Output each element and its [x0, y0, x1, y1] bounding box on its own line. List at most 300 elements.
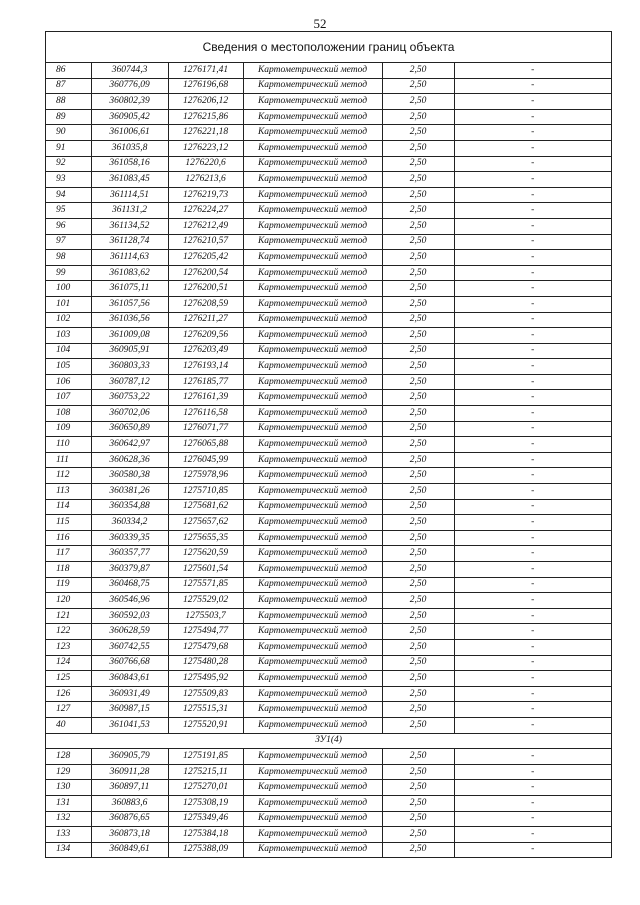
point-number-cell: 121: [46, 608, 91, 624]
y-coordinate-cell: 1276200,54: [168, 265, 243, 281]
accuracy-cell: 2,50: [382, 390, 454, 406]
x-coordinate-cell: 360592,03: [91, 608, 168, 624]
description-cell: -: [454, 281, 611, 297]
method-cell: Картометрический метод: [243, 63, 382, 78]
point-number-cell: 134: [46, 842, 91, 857]
y-coordinate-cell: 1276185,77: [168, 374, 243, 390]
x-coordinate-cell: 361134,52: [91, 218, 168, 234]
method-cell: Картометрический метод: [243, 203, 382, 219]
y-coordinate-cell: 1275601,54: [168, 562, 243, 578]
x-coordinate-cell: 360843,61: [91, 671, 168, 687]
method-cell: Картометрический метод: [243, 281, 382, 297]
description-cell: -: [454, 187, 611, 203]
point-number-cell: 100: [46, 281, 91, 297]
x-coordinate-cell: 360546,96: [91, 593, 168, 609]
y-coordinate-cell: 1275191,85: [168, 749, 243, 765]
y-coordinate-cell: 1275495,92: [168, 671, 243, 687]
table-row: [46, 655, 611, 671]
table-row: [46, 562, 611, 578]
table-row: [46, 780, 611, 796]
accuracy-cell: 2,50: [382, 530, 454, 546]
accuracy-cell: 2,50: [382, 234, 454, 250]
method-cell: Картометрический метод: [243, 218, 382, 234]
y-coordinate-cell: 1275515,31: [168, 702, 243, 718]
point-number-cell: 107: [46, 390, 91, 406]
method-cell: Картометрический метод: [243, 577, 382, 593]
method-cell: Картометрический метод: [243, 140, 382, 156]
x-coordinate-cell: 361035,8: [91, 140, 168, 156]
description-cell: -: [454, 717, 611, 733]
table-row: [46, 468, 611, 484]
y-coordinate-cell: 1275349,46: [168, 811, 243, 827]
accuracy-cell: 2,50: [382, 671, 454, 687]
y-coordinate-cell: 1275503,7: [168, 608, 243, 624]
y-coordinate-cell: 1276209,56: [168, 328, 243, 344]
accuracy-cell: 2,50: [382, 140, 454, 156]
accuracy-cell: 2,50: [382, 156, 454, 172]
table-row: [46, 811, 611, 827]
point-number-cell: 125: [46, 671, 91, 687]
point-number-cell: 118: [46, 562, 91, 578]
accuracy-cell: 2,50: [382, 639, 454, 655]
method-cell: Картометрический метод: [243, 530, 382, 546]
y-coordinate-cell: 1275388,09: [168, 842, 243, 857]
description-cell: -: [454, 671, 611, 687]
table-row: [46, 608, 611, 624]
table-row: [46, 312, 611, 328]
accuracy-cell: 2,50: [382, 125, 454, 141]
x-coordinate-cell: 360334,2: [91, 515, 168, 531]
table-row: [46, 842, 611, 857]
accuracy-cell: 2,50: [382, 749, 454, 765]
accuracy-cell: 2,50: [382, 250, 454, 266]
x-coordinate-cell: 360987,15: [91, 702, 168, 718]
table-row: [46, 827, 611, 843]
point-number-cell: 126: [46, 686, 91, 702]
point-number-cell: 114: [46, 499, 91, 515]
accuracy-cell: 2,50: [382, 795, 454, 811]
point-number-cell: 96: [46, 218, 91, 234]
x-coordinate-cell: 360339,35: [91, 530, 168, 546]
point-number-cell: 132: [46, 811, 91, 827]
description-cell: -: [454, 468, 611, 484]
x-coordinate-cell: 360354,88: [91, 499, 168, 515]
table-row: [46, 452, 611, 468]
accuracy-cell: 2,50: [382, 624, 454, 640]
point-number-cell: 120: [46, 593, 91, 609]
point-number-cell: 108: [46, 406, 91, 422]
method-cell: Картометрический метод: [243, 562, 382, 578]
description-cell: -: [454, 811, 611, 827]
point-number-cell: 109: [46, 421, 91, 437]
description-cell: -: [454, 515, 611, 531]
y-coordinate-cell: 1276208,59: [168, 296, 243, 312]
y-coordinate-cell: 1276215,86: [168, 109, 243, 125]
point-number-cell: 119: [46, 577, 91, 593]
method-cell: Картометрический метод: [243, 702, 382, 718]
point-number-cell: 112: [46, 468, 91, 484]
y-coordinate-cell: 1275479,68: [168, 639, 243, 655]
x-coordinate-cell: 360650,89: [91, 421, 168, 437]
y-coordinate-cell: 1275308,19: [168, 795, 243, 811]
accuracy-cell: 2,50: [382, 515, 454, 531]
table-row: [46, 593, 611, 609]
method-cell: Картометрический метод: [243, 624, 382, 640]
description-cell: -: [454, 452, 611, 468]
table-row: [46, 281, 611, 297]
description-cell: -: [454, 125, 611, 141]
page-number: 52: [313, 16, 327, 31]
description-cell: -: [454, 312, 611, 328]
accuracy-cell: 2,50: [382, 702, 454, 718]
description-cell: -: [454, 63, 611, 78]
description-cell: -: [454, 702, 611, 718]
y-coordinate-cell: 1276213,6: [168, 172, 243, 188]
description-cell: -: [454, 842, 611, 857]
point-number-cell: 131: [46, 795, 91, 811]
table-row: [46, 234, 611, 250]
y-coordinate-cell: 1276219,73: [168, 187, 243, 203]
x-coordinate-cell: 360381,26: [91, 484, 168, 500]
y-coordinate-cell: 1276210,57: [168, 234, 243, 250]
method-cell: Картометрический метод: [243, 608, 382, 624]
description-cell: -: [454, 250, 611, 266]
point-number-cell: 123: [46, 639, 91, 655]
table-row: [46, 671, 611, 687]
accuracy-cell: 2,50: [382, 172, 454, 188]
table-row: [46, 686, 611, 702]
x-coordinate-cell: 361041,53: [91, 717, 168, 733]
method-cell: Картометрический метод: [243, 842, 382, 857]
description-cell: -: [454, 343, 611, 359]
accuracy-cell: 2,50: [382, 328, 454, 344]
x-coordinate-cell: 361083,45: [91, 172, 168, 188]
point-number-cell: 91: [46, 140, 91, 156]
table-row: [46, 156, 611, 172]
table-row: [46, 795, 611, 811]
point-number-cell: 103: [46, 328, 91, 344]
table-row: [46, 530, 611, 546]
description-cell: -: [454, 608, 611, 624]
method-cell: Картометрический метод: [243, 686, 382, 702]
method-cell: Картометрический метод: [243, 421, 382, 437]
method-cell: Картометрический метод: [243, 655, 382, 671]
point-number-cell: 128: [46, 749, 91, 765]
y-coordinate-cell: 1276193,14: [168, 359, 243, 375]
x-coordinate-cell: 360628,36: [91, 452, 168, 468]
point-number-cell: 116: [46, 530, 91, 546]
method-cell: Картометрический метод: [243, 187, 382, 203]
accuracy-cell: 2,50: [382, 546, 454, 562]
description-cell: -: [454, 203, 611, 219]
point-number-cell: 40: [46, 717, 91, 733]
y-coordinate-cell: 1276200,51: [168, 281, 243, 297]
method-cell: Картометрический метод: [243, 795, 382, 811]
x-coordinate-cell: 361114,63: [91, 250, 168, 266]
description-cell: -: [454, 296, 611, 312]
accuracy-cell: 2,50: [382, 218, 454, 234]
point-number-cell: 102: [46, 312, 91, 328]
table-row: [46, 140, 611, 156]
description-cell: -: [454, 624, 611, 640]
y-coordinate-cell: 1276224,27: [168, 203, 243, 219]
accuracy-cell: 2,50: [382, 827, 454, 843]
point-number-cell: 130: [46, 780, 91, 796]
x-coordinate-cell: 361036,56: [91, 312, 168, 328]
x-coordinate-cell: 360883,6: [91, 795, 168, 811]
point-number-cell: 88: [46, 94, 91, 110]
coordinates-table: [46, 63, 611, 857]
description-cell: -: [454, 499, 611, 515]
table-row: [46, 265, 611, 281]
accuracy-cell: 2,50: [382, 203, 454, 219]
description-cell: -: [454, 686, 611, 702]
point-number-cell: 101: [46, 296, 91, 312]
method-cell: Картометрический метод: [243, 374, 382, 390]
table-row: [46, 639, 611, 655]
method-cell: Картометрический метод: [243, 811, 382, 827]
x-coordinate-cell: 361057,56: [91, 296, 168, 312]
accuracy-cell: 2,50: [382, 811, 454, 827]
y-coordinate-cell: 1276045,99: [168, 452, 243, 468]
point-number-cell: 133: [46, 827, 91, 843]
point-number-cell: 129: [46, 764, 91, 780]
y-coordinate-cell: 1276206,12: [168, 94, 243, 110]
accuracy-cell: 2,50: [382, 562, 454, 578]
description-cell: -: [454, 109, 611, 125]
accuracy-cell: 2,50: [382, 437, 454, 453]
y-coordinate-cell: 1276171,41: [168, 63, 243, 78]
y-coordinate-cell: 1275520,91: [168, 717, 243, 733]
table-row: [46, 296, 611, 312]
table-row: [46, 406, 611, 422]
y-coordinate-cell: 1275494,77: [168, 624, 243, 640]
y-coordinate-cell: 1276161,39: [168, 390, 243, 406]
table-row: [46, 374, 611, 390]
description-cell: -: [454, 593, 611, 609]
method-cell: Картометрический метод: [243, 437, 382, 453]
method-cell: Картометрический метод: [243, 109, 382, 125]
description-cell: -: [454, 749, 611, 765]
y-coordinate-cell: 1275270,01: [168, 780, 243, 796]
y-coordinate-cell: 1276220,6: [168, 156, 243, 172]
table-row: [46, 515, 611, 531]
x-coordinate-cell: 360742,55: [91, 639, 168, 655]
accuracy-cell: 2,50: [382, 63, 454, 78]
table-row: [46, 717, 611, 733]
x-coordinate-cell: 361006,61: [91, 125, 168, 141]
x-coordinate-cell: 361009,08: [91, 328, 168, 344]
y-coordinate-cell: 1276116,58: [168, 406, 243, 422]
y-coordinate-cell: 1276071,77: [168, 421, 243, 437]
x-coordinate-cell: 361131,2: [91, 203, 168, 219]
point-number-cell: 127: [46, 702, 91, 718]
description-cell: -: [454, 218, 611, 234]
table-row: [46, 624, 611, 640]
x-coordinate-cell: 360642,97: [91, 437, 168, 453]
table-row: [46, 359, 611, 375]
y-coordinate-cell: 1275571,85: [168, 577, 243, 593]
description-cell: -: [454, 530, 611, 546]
accuracy-cell: 2,50: [382, 265, 454, 281]
y-coordinate-cell: 1275509,83: [168, 686, 243, 702]
method-cell: Картометрический метод: [243, 452, 382, 468]
accuracy-cell: 2,50: [382, 359, 454, 375]
accuracy-cell: 2,50: [382, 452, 454, 468]
table-row: [46, 702, 611, 718]
description-cell: -: [454, 795, 611, 811]
accuracy-cell: 2,50: [382, 187, 454, 203]
x-coordinate-cell: 360905,79: [91, 749, 168, 765]
description-cell: -: [454, 577, 611, 593]
accuracy-cell: 2,50: [382, 468, 454, 484]
method-cell: Картометрический метод: [243, 468, 382, 484]
x-coordinate-cell: 360766,68: [91, 655, 168, 671]
description-cell: -: [454, 78, 611, 94]
point-number-cell: 105: [46, 359, 91, 375]
accuracy-cell: 2,50: [382, 374, 454, 390]
description-cell: -: [454, 328, 611, 344]
table-row: [46, 546, 611, 562]
point-number-cell: 106: [46, 374, 91, 390]
accuracy-cell: 2,50: [382, 764, 454, 780]
x-coordinate-cell: 360876,65: [91, 811, 168, 827]
table-row: [46, 109, 611, 125]
table-row: [46, 577, 611, 593]
description-cell: -: [454, 94, 611, 110]
method-cell: Картометрический метод: [243, 764, 382, 780]
description-cell: -: [454, 140, 611, 156]
accuracy-cell: 2,50: [382, 343, 454, 359]
method-cell: Картометрический метод: [243, 671, 382, 687]
y-coordinate-cell: 1275978,96: [168, 468, 243, 484]
y-coordinate-cell: 1276196,68: [168, 78, 243, 94]
y-coordinate-cell: 1276205,42: [168, 250, 243, 266]
y-coordinate-cell: 1276065,88: [168, 437, 243, 453]
x-coordinate-cell: 360931,49: [91, 686, 168, 702]
table-row: [46, 187, 611, 203]
method-cell: Картометрический метод: [243, 484, 382, 500]
accuracy-cell: 2,50: [382, 281, 454, 297]
y-coordinate-cell: 1276211,27: [168, 312, 243, 328]
x-coordinate-cell: 360911,28: [91, 764, 168, 780]
table-row: [46, 94, 611, 110]
method-cell: Картометрический метод: [243, 546, 382, 562]
method-cell: Картометрический метод: [243, 749, 382, 765]
x-coordinate-cell: 360580,38: [91, 468, 168, 484]
x-coordinate-cell: 360753,22: [91, 390, 168, 406]
x-coordinate-cell: 360849,61: [91, 842, 168, 857]
x-coordinate-cell: 361114,51: [91, 187, 168, 203]
x-coordinate-cell: 361075,11: [91, 281, 168, 297]
point-number-cell: 95: [46, 203, 91, 219]
x-coordinate-cell: 360897,11: [91, 780, 168, 796]
x-coordinate-cell: 360803,33: [91, 359, 168, 375]
table-row: [46, 250, 611, 266]
y-coordinate-cell: 1275480,28: [168, 655, 243, 671]
description-cell: -: [454, 546, 611, 562]
table-row: [46, 125, 611, 141]
section-row: [46, 733, 611, 749]
x-coordinate-cell: 360744,3: [91, 63, 168, 78]
method-cell: Картометрический метод: [243, 359, 382, 375]
x-coordinate-cell: 360787,12: [91, 374, 168, 390]
accuracy-cell: 2,50: [382, 608, 454, 624]
y-coordinate-cell: 1275710,85: [168, 484, 243, 500]
method-cell: Картометрический метод: [243, 406, 382, 422]
method-cell: Картометрический метод: [243, 172, 382, 188]
point-number-cell: 87: [46, 78, 91, 94]
point-number-cell: 94: [46, 187, 91, 203]
point-number-cell: 115: [46, 515, 91, 531]
y-coordinate-cell: 1275215,11: [168, 764, 243, 780]
point-number-cell: 98: [46, 250, 91, 266]
accuracy-cell: 2,50: [382, 593, 454, 609]
description-cell: -: [454, 421, 611, 437]
accuracy-cell: 2,50: [382, 312, 454, 328]
x-coordinate-cell: 360702,06: [91, 406, 168, 422]
accuracy-cell: 2,50: [382, 94, 454, 110]
accuracy-cell: 2,50: [382, 406, 454, 422]
point-number-cell: 104: [46, 343, 91, 359]
table-row: [46, 764, 611, 780]
accuracy-cell: 2,50: [382, 78, 454, 94]
table-row: [46, 421, 611, 437]
method-cell: Картометрический метод: [243, 78, 382, 94]
description-cell: -: [454, 655, 611, 671]
description-cell: -: [454, 406, 611, 422]
accuracy-cell: 2,50: [382, 686, 454, 702]
table-row: [46, 499, 611, 515]
description-cell: -: [454, 374, 611, 390]
description-cell: -: [454, 234, 611, 250]
y-coordinate-cell: 1276203,49: [168, 343, 243, 359]
table-row: [46, 484, 611, 500]
accuracy-cell: 2,50: [382, 499, 454, 515]
table-row: [46, 203, 611, 219]
description-cell: -: [454, 359, 611, 375]
point-number-cell: 117: [46, 546, 91, 562]
method-cell: Картометрический метод: [243, 593, 382, 609]
point-number-cell: 122: [46, 624, 91, 640]
y-coordinate-cell: 1275681,62: [168, 499, 243, 515]
point-number-cell: 92: [46, 156, 91, 172]
y-coordinate-cell: 1275620,59: [168, 546, 243, 562]
table-row: [46, 172, 611, 188]
accuracy-cell: 2,50: [382, 109, 454, 125]
table-row: [46, 390, 611, 406]
y-coordinate-cell: 1276221,18: [168, 125, 243, 141]
table-row: [46, 437, 611, 453]
x-coordinate-cell: 360905,42: [91, 109, 168, 125]
accuracy-cell: 2,50: [382, 421, 454, 437]
table-row: [46, 328, 611, 344]
table-row: [46, 78, 611, 94]
method-cell: Картометрический метод: [243, 390, 382, 406]
description-cell: -: [454, 265, 611, 281]
method-cell: Картометрический метод: [243, 717, 382, 733]
table-row: [46, 218, 611, 234]
point-number-cell: 124: [46, 655, 91, 671]
y-coordinate-cell: 1276223,12: [168, 140, 243, 156]
point-number-cell: 86: [46, 63, 91, 78]
description-cell: -: [454, 639, 611, 655]
x-coordinate-cell: 360776,09: [91, 78, 168, 94]
x-coordinate-cell: 361083,62: [91, 265, 168, 281]
method-cell: Картометрический метод: [243, 234, 382, 250]
accuracy-cell: 2,50: [382, 717, 454, 733]
x-coordinate-cell: 360379,87: [91, 562, 168, 578]
